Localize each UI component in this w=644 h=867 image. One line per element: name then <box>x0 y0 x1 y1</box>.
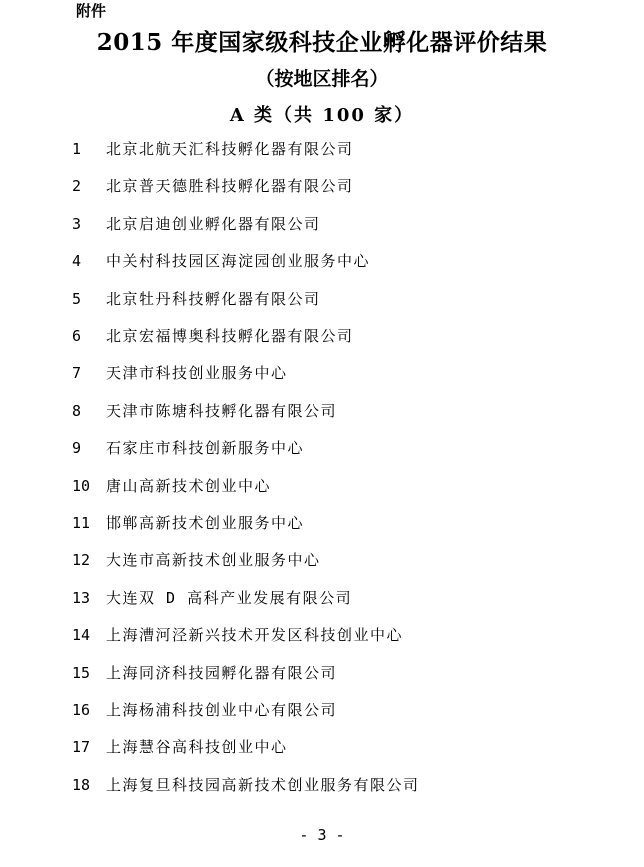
category-heading: A 类（共 100 家） <box>229 105 415 126</box>
item-number: 13 <box>72 588 91 607</box>
document-subtitle: （按地区排名） <box>255 68 389 90</box>
item-name: 唐山高新技术创业中心 <box>106 476 272 495</box>
item-name: 北京牡丹科技孵化器有限公司 <box>106 289 321 308</box>
document-title: 2015 年度国家级科技企业孵化器评价结果 <box>96 29 548 56</box>
list-item <box>0 171 644 201</box>
item-name: 石家庄市科技创新服务中心 <box>106 439 305 458</box>
item-name: 邯郸高新技术创业服务中心 <box>106 514 305 532</box>
item-name: 大连双 D 高科产业发展有限公司 <box>106 588 353 607</box>
item-name: 上海复旦科技园高新技术创业服务有限公司 <box>106 775 420 794</box>
item-number: 11 <box>72 514 91 532</box>
list-item <box>0 508 644 538</box>
list-item <box>0 209 644 239</box>
item-name: 北京启迪创业孵化器有限公司 <box>106 214 321 233</box>
item-number: 8 <box>72 401 82 420</box>
list-item <box>0 284 644 314</box>
item-number: 5 <box>72 289 82 308</box>
item-number: 15 <box>72 663 91 682</box>
attachment-label: 附件 <box>76 2 107 20</box>
list-item <box>0 583 644 613</box>
item-number: 7 <box>72 364 82 383</box>
item-number: 18 <box>72 775 91 794</box>
item-number: 9 <box>72 439 82 458</box>
item-number: 16 <box>72 701 91 719</box>
page-number: - 3 - <box>299 826 345 844</box>
list-item <box>0 471 644 501</box>
list-item <box>0 732 644 762</box>
list-item <box>0 433 644 463</box>
list-item <box>0 321 644 351</box>
item-name: 天津市科技创业服务中心 <box>106 364 288 383</box>
list-item <box>0 396 644 426</box>
list-item <box>0 246 644 276</box>
item-number: 17 <box>72 738 91 757</box>
list-item <box>0 695 644 725</box>
list-item <box>0 620 644 650</box>
item-number: 2 <box>72 177 82 196</box>
item-number: 4 <box>72 252 82 271</box>
list-item <box>0 770 644 800</box>
item-number: 10 <box>72 476 91 495</box>
item-name: 大连市高新技术创业服务中心 <box>106 551 321 570</box>
item-name: 天津市陈塘科技孵化器有限公司 <box>106 401 338 420</box>
item-name: 中关村科技园区海淀园创业服务中心 <box>106 252 371 271</box>
item-name: 北京普天德胜科技孵化器有限公司 <box>106 177 354 196</box>
list-item <box>0 134 644 164</box>
list-item <box>0 658 644 688</box>
item-number: 14 <box>72 626 91 645</box>
item-name: 上海同济科技园孵化器有限公司 <box>106 663 338 682</box>
item-name: 上海漕河泾新兴技术开发区科技创业中心 <box>106 626 404 645</box>
item-number: 12 <box>72 551 91 570</box>
item-name: 北京北航天汇科技孵化器有限公司 <box>106 140 354 158</box>
list-item <box>0 545 644 575</box>
item-name: 北京宏福博奥科技孵化器有限公司 <box>106 327 354 345</box>
item-name: 上海杨浦科技创业中心有限公司 <box>106 701 338 719</box>
item-name: 上海慧谷高科技创业中心 <box>106 738 288 757</box>
list-item <box>0 358 644 388</box>
item-number: 1 <box>72 140 82 158</box>
item-number: 6 <box>72 327 82 345</box>
item-number: 3 <box>72 214 82 233</box>
